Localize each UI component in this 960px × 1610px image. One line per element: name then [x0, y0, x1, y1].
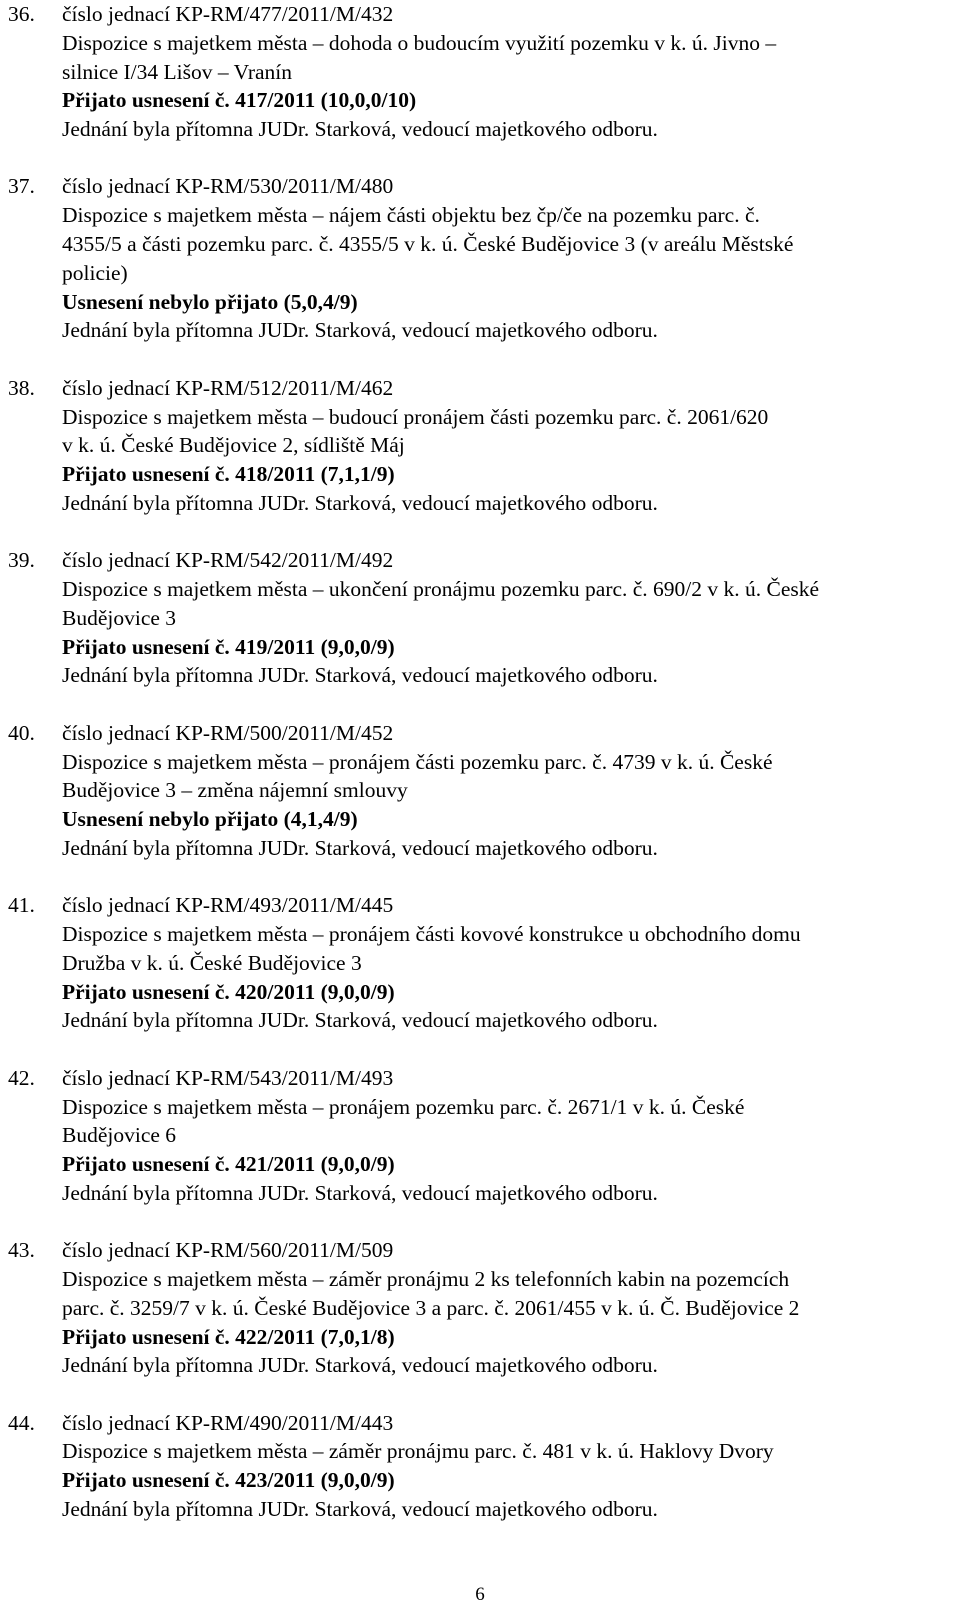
agenda-item-36 — [0, 0, 960, 144]
description-line: Dispozice s majetkem města – pronájem části kovové konstrukce u obchodního domu — [62, 922, 801, 947]
resolution-result: Přijato usnesení č. 422/2011 (7,0,1/8) — [62, 1324, 395, 1349]
agenda-item-42 — [0, 1064, 960, 1208]
description-line: Budějovice 3 — [62, 605, 177, 630]
attendance-note: Jednání byla přítomna JUDr. Starková, vedoucí majetkového odboru. — [62, 1008, 658, 1033]
description-line: Dispozice s majetkem města – záměr pronájmu parc. č. 481 v k. ú. Haklovy Dvory — [62, 1439, 774, 1464]
agenda-item-37 — [0, 172, 960, 345]
resolution-result: Přijato usnesení č. 417/2011 (10,0,0/10) — [62, 88, 417, 113]
attendance-note: Jednání byla přítomna JUDr. Starková, vedoucí majetkového odboru. — [62, 1497, 658, 1522]
reference-number: číslo jednací KP-RM/542/2011/M/492 — [62, 548, 394, 573]
description-line: Dispozice s majetkem města – záměr pronájmu 2 ks telefonních kabin na pozemcích — [62, 1266, 790, 1291]
description-line: Dispozice s majetkem města – pronájem části pozemku parc. č. 4739 v k. ú. České — [62, 749, 773, 774]
resolution-result: Přijato usnesení č. 420/2011 (9,0,0/9) — [62, 979, 395, 1004]
page-number: 6 — [475, 1584, 485, 1605]
reference-number: číslo jednací KP-RM/512/2011/M/462 — [62, 375, 394, 400]
description-line: Budějovice 6 — [62, 1123, 177, 1148]
agenda-item-38 — [0, 374, 960, 518]
agenda-item-39 — [0, 546, 960, 690]
reference-number: číslo jednací KP-RM/543/2011/M/493 — [62, 1065, 394, 1090]
reference-number: číslo jednací KP-RM/493/2011/M/445 — [62, 893, 394, 918]
resolution-result: Usnesení nebylo přijato (4,1,4/9) — [62, 807, 358, 832]
item-number: 36. — [8, 2, 35, 26]
agenda-item-41 — [0, 891, 960, 1035]
resolution-result: Přijato usnesení č. 423/2011 (9,0,0/9) — [62, 1468, 395, 1493]
item-number: 43. — [8, 1238, 35, 1263]
agenda-item-40 — [0, 719, 960, 863]
description-line: silnice I/34 Lišov – Vranín — [62, 59, 293, 84]
reference-number: číslo jednací KP-RM/560/2011/M/509 — [62, 1238, 394, 1263]
attendance-note: Jednání byla přítomna JUDr. Starková, vedoucí majetkového odboru. — [62, 117, 658, 142]
resolution-result: Přijato usnesení č. 421/2011 (9,0,0/9) — [62, 1152, 395, 1177]
description-line: Dispozice s majetkem města – nájem části objektu bez čp/če na pozemku parc. č. — [62, 203, 760, 228]
description-line: Budějovice 3 – změna nájemní smlouvy — [62, 778, 408, 803]
item-number: 39. — [8, 548, 35, 573]
description-line: policie) — [62, 260, 128, 285]
attendance-note: Jednání byla přítomna JUDr. Starková, vedoucí majetkového odboru. — [62, 490, 658, 515]
attendance-note: Jednání byla přítomna JUDr. Starková, vedoucí majetkového odboru. — [62, 318, 658, 343]
description-line: Dispozice s majetkem města – budoucí pronájem části pozemku parc. č. 2061/620 — [62, 404, 769, 429]
reference-number: číslo jednací KP-RM/530/2011/M/480 — [62, 174, 394, 199]
attendance-note: Jednání byla přítomna JUDr. Starková, vedoucí majetkového odboru. — [62, 835, 658, 860]
description-line: v k. ú. České Budějovice 2, sídliště Máj — [62, 433, 405, 458]
attendance-note: Jednání byla přítomna JUDr. Starková, vedoucí majetkového odboru. — [62, 1353, 658, 1378]
item-number: 42. — [8, 1065, 35, 1090]
item-number: 40. — [8, 720, 35, 745]
resolution-result: Přijato usnesení č. 419/2011 (9,0,0/9) — [62, 634, 395, 659]
description-line: Družba v k. ú. České Budějovice 3 — [62, 950, 362, 975]
description-line: parc. č. 3259/7 v k. ú. České Budějovice 3 a parc. č. 2061/455 v k. ú. Č. Budějovice 2 — [62, 1295, 800, 1320]
description-line: Dispozice s majetkem města – pronájem pozemku parc. č. 2671/1 v k. ú. České — [62, 1094, 745, 1119]
agenda-item-43 — [0, 1236, 960, 1380]
description-line: Dispozice s majetkem města – ukončení pronájmu pozemku parc. č. 690/2 v k. ú. České — [62, 577, 820, 602]
resolution-result: Usnesení nebylo přijato (5,0,4/9) — [62, 289, 358, 314]
description-line: 4355/5 a části pozemku parc. č. 4355/5 v k. ú. České Budějovice 3 (v areálu Městské — [62, 232, 794, 257]
item-number: 37. — [8, 174, 35, 199]
reference-number: číslo jednací KP-RM/477/2011/M/432 — [62, 2, 394, 26]
reference-number: číslo jednací KP-RM/490/2011/M/443 — [62, 1410, 394, 1435]
attendance-note: Jednání byla přítomna JUDr. Starková, vedoucí majetkového odboru. — [62, 663, 658, 688]
item-number: 44. — [8, 1410, 35, 1435]
agenda-item-44 — [0, 1409, 960, 1524]
attendance-note: Jednání byla přítomna JUDr. Starková, vedoucí majetkového odboru. — [62, 1180, 658, 1205]
description-line: Dispozice s majetkem města – dohoda o budoucím využití pozemku v k. ú. Jivno – — [62, 30, 777, 55]
reference-number: číslo jednací KP-RM/500/2011/M/452 — [62, 720, 394, 745]
resolution-result: Přijato usnesení č. 418/2011 (7,1,1/9) — [62, 462, 395, 487]
item-number: 41. — [8, 893, 35, 918]
item-number: 38. — [8, 375, 35, 400]
